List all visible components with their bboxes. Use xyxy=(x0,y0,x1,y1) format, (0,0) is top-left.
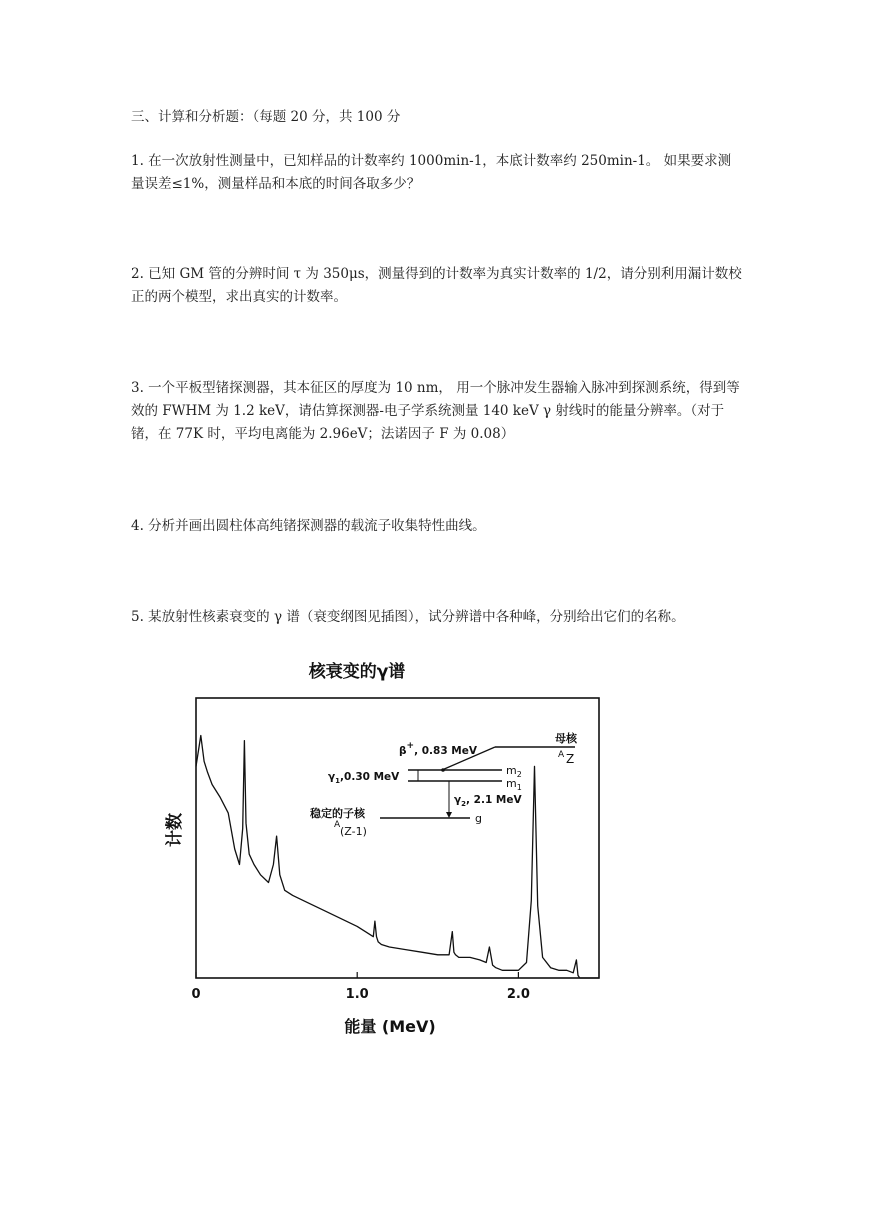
x-tick-label: 0 xyxy=(191,987,201,1002)
question-1: 1. 在一次放射性测量中，已知样品的计数率约 1000min-1，本底计数率约 250min-1。 如果要求测量误差≤1%，测量样品和本底的时间各取多少？ xyxy=(131,153,732,192)
daughter-symbol: A xyxy=(334,820,341,830)
level-g-label: g xyxy=(475,812,482,825)
plot-frame xyxy=(196,698,599,978)
x-axis-ticks xyxy=(191,972,529,1002)
x-tick-label: 1.0 xyxy=(345,987,369,1002)
parent-label: 母核 xyxy=(555,732,577,745)
parent-symbol: A xyxy=(558,750,565,760)
chart-title: 核衰变的γ谱 xyxy=(308,662,406,682)
daughter-label: 稳定的子核 xyxy=(310,807,365,820)
gamma-spectrum-figure xyxy=(150,650,620,1050)
level-m1-label: $m_1$ xyxy=(506,777,522,792)
parent-z: Z xyxy=(566,752,575,766)
gamma2-label: $\gamma_2$, 2.1 MeV xyxy=(454,794,522,808)
section-heading: 三、计算和分析题：（每题 20 分，共 100 分 xyxy=(131,109,401,125)
daughter-z: (Z-1) xyxy=(340,825,367,838)
x-tick-label: 2.0 xyxy=(506,987,530,1002)
question-2: 2. 已知 GM 管的分辨时间 τ 为 350μs，测量得到的计数率为真实计数率的 1/2，请分别利用漏计数校正的两个模型，求出真实的计数率。 xyxy=(131,266,742,305)
question-4: 4. 分析并画出圆柱体高纯锗探测器的载流子收集特性曲线。 xyxy=(131,518,486,534)
y-axis-label: 计数 xyxy=(165,813,185,847)
decay-scheme xyxy=(309,731,578,838)
level-m2-label: $m_2$ xyxy=(506,764,522,779)
question-3: 3. 一个平板型锗探测器，其本征区的厚度为 10 nm， 用一个脉冲发生器输入脉冲到探测系统，得到等效的 FWHM 为 1.2 keV，请估算探测器-电子学系统测量 140 keV γ 射线时的能量分辨率。（对于锗，在 77K 时，平均电离能为 2.96eV；法诺因子 F 为 0.08） xyxy=(131,380,740,442)
question-5: 5. 某放射性核素衰变的 γ 谱（衰变纲图见插图），试分辨谱中各种峰，分别给出它们的名称。 xyxy=(131,609,685,625)
beta-label: β+, 0.83 MeV xyxy=(399,741,477,757)
x-axis-label: 能量 (MeV) xyxy=(344,1017,436,1036)
gamma1-label: $\gamma_1,0.30$ MeV xyxy=(328,771,400,785)
gamma2-arrow-head xyxy=(446,812,452,818)
